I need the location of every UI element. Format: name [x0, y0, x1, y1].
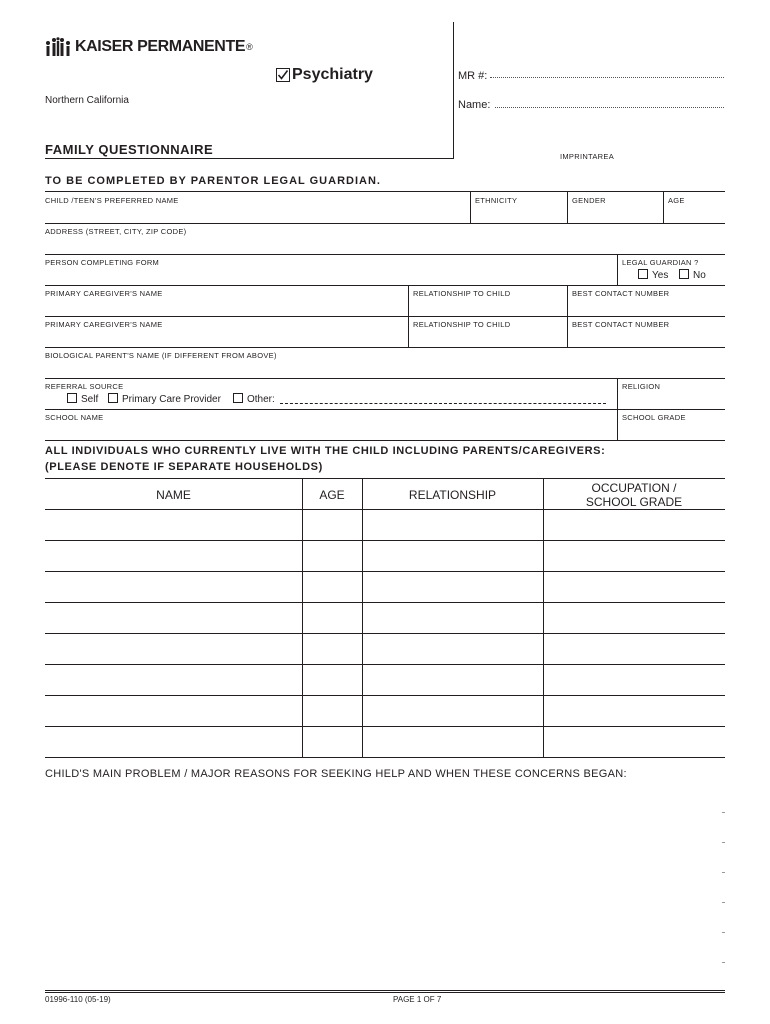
yes-option[interactable] — [638, 269, 668, 281]
bio-parent-label: BIOLOGICAL PARENT'S NAME (IF DIFFERENT FROM ABOVE) — [45, 351, 277, 360]
department-label: Psychiatry — [292, 66, 373, 83]
caregiver2-label: PRIMARY CAREGIVER'S NAME — [45, 320, 163, 329]
imprint-label: IMPRINTAREA — [560, 152, 614, 161]
pcp-option[interactable] — [108, 393, 221, 405]
address-label: ADDRESS (STREET, CITY, ZIP CODE) — [45, 227, 187, 236]
department — [276, 66, 373, 84]
name-label: Name: — [458, 99, 491, 111]
contact1-label: BEST CONTACT NUMBER — [572, 289, 670, 298]
self-option[interactable] — [67, 393, 98, 405]
name-field[interactable] — [495, 107, 724, 108]
table-row[interactable] — [45, 726, 725, 757]
col-name: NAME — [156, 488, 191, 502]
col-relationship: RELATIONSHIP — [408, 488, 497, 502]
table-row[interactable] — [45, 571, 725, 602]
school-name-label: SCHOOL NAME — [45, 413, 104, 422]
no-checkbox[interactable] — [679, 269, 689, 279]
relationship2-label: RELATIONSHIP TO CHILD — [413, 320, 511, 329]
relationship1-label: RELATIONSHIP TO CHILD — [413, 289, 511, 298]
other-option[interactable] — [233, 393, 275, 405]
table-row[interactable] — [45, 695, 725, 726]
household-subheading: (PLEASE DENOTE IF SEPARATE HOUSEHOLDS) — [45, 461, 323, 473]
other-label: Other: — [247, 394, 275, 405]
brand-logo — [45, 36, 253, 58]
table-row[interactable] — [45, 509, 725, 540]
col-occupation-line2: SCHOOL GRADE — [585, 495, 683, 509]
no-label: No — [693, 270, 706, 281]
right-edge-marks — [722, 800, 725, 980]
other-field[interactable] — [280, 403, 606, 404]
pcp-checkbox[interactable] — [108, 393, 118, 403]
instruction: TO BE COMPLETED BY PARENTOR LEGAL GUARDIAN. — [45, 175, 381, 187]
page-number: PAGE 1 OF 7 — [393, 995, 442, 1004]
col-occupation — [543, 481, 725, 509]
age-label: AGE — [668, 196, 685, 205]
person-completing-label: PERSON COMPLETING FORM — [45, 258, 160, 267]
yes-label: Yes — [652, 270, 669, 281]
religion-label: RELIGION — [622, 382, 661, 391]
brand-name: KAISER PERMANENTE — [75, 38, 246, 55]
pcp-label: Primary Care Provider — [122, 394, 221, 405]
self-label: Self — [81, 394, 99, 405]
mr-label: MR #: — [458, 70, 488, 82]
caregiver1-label: PRIMARY CAREGIVER'S NAME — [45, 289, 163, 298]
registered-mark: ® — [246, 42, 253, 52]
table-row[interactable] — [45, 664, 725, 695]
checked-box-icon — [276, 68, 290, 82]
mr-field[interactable] — [490, 77, 724, 78]
school-grade-label: SCHOOL GRADE — [622, 413, 686, 422]
no-option[interactable] — [679, 269, 706, 281]
referral-label: REFERRAL SOURCE — [45, 382, 124, 391]
col-occupation-line1: OCCUPATION / — [591, 481, 677, 495]
kaiser-logo-icon — [45, 37, 71, 57]
col-age: AGE — [319, 488, 345, 502]
problem-answer-area[interactable] — [45, 785, 725, 985]
form-number: 01996-110 (05-19) — [45, 995, 111, 1004]
form-title: FAMILY QUESTIONNAIRE — [45, 142, 214, 157]
problem-heading: CHILD'S MAIN PROBLEM / MAJOR REASONS FOR SEEKING HELP AND WHEN THESE CONCERNS BEGAN: — [45, 768, 627, 780]
yes-checkbox[interactable] — [638, 269, 648, 279]
other-checkbox[interactable] — [233, 393, 243, 403]
table-row[interactable] — [45, 540, 725, 571]
table-row[interactable] — [45, 602, 725, 633]
region-label: Northern California — [45, 95, 129, 106]
contact2-label: BEST CONTACT NUMBER — [572, 320, 670, 329]
table-row[interactable] — [45, 633, 725, 664]
gender-label: GENDER — [572, 196, 606, 205]
ethnicity-label: ETHNICITY — [475, 196, 518, 205]
preferred-name-label: CHILD /TEEN'S PREFERRED NAME — [45, 196, 179, 205]
self-checkbox[interactable] — [67, 393, 77, 403]
legal-guardian-label: LEGAL GUARDIAN ? — [622, 258, 699, 267]
household-heading: ALL INDIVIDUALS WHO CURRENTLY LIVE WITH THE CHILD INCLUDING PARENTS/CAREGIVERS: — [45, 445, 606, 457]
